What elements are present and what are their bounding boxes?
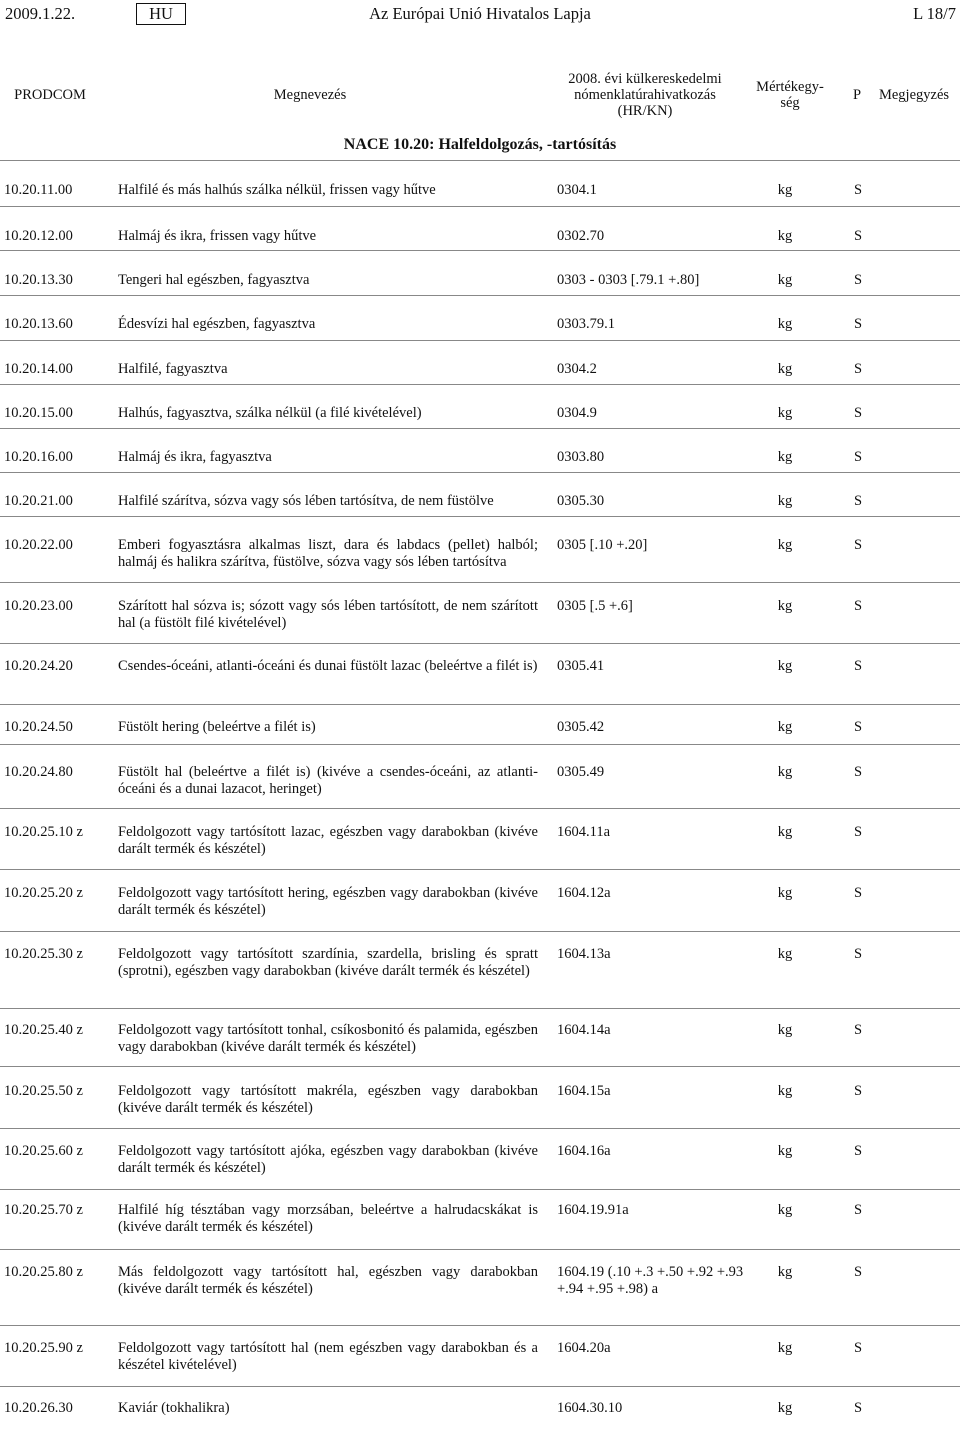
row-divider (0, 206, 960, 207)
cn-reference: 1604.14a (557, 1022, 611, 1038)
unit-cell: kg (777, 537, 793, 553)
unit-cell: kg (777, 1264, 793, 1280)
column-header-cn (545, 71, 745, 119)
page-number: L 18/7 (913, 4, 956, 23)
column-header-unit-line1: Mértékegy- (756, 79, 824, 95)
language-box: HU (136, 3, 186, 25)
p-cell: S (853, 272, 863, 288)
p-cell: S (853, 719, 863, 735)
product-name: Csendes-óceáni, atlanti-óceáni és dunai füstölt lazac (beleértve a filét is) (118, 658, 538, 674)
cn-reference: 1604.13a (557, 946, 611, 962)
product-name: Feldolgozott vagy tartósított lazac, egészben vagy darabokban (kivéve darált termék és készétel) (118, 824, 538, 857)
cn-reference: 0302.70 (557, 228, 605, 244)
p-cell: S (853, 885, 863, 901)
product-name: Feldolgozott vagy tartósított szardínia, szardella, brisling és spratt (sprotni), egészben vagy darabokban (kivéve darált termék és készétel) (118, 946, 538, 979)
product-name: Füstölt hal (beleértve a filét is) (kivéve a csendes-óceáni, az atlanti-óceáni és a dunai lazacot, heringet) (118, 764, 538, 797)
p-cell: S (853, 658, 863, 674)
product-name: Halmáj és ikra, fagyasztva (118, 449, 272, 465)
product-name: Halfilé, fagyasztva (118, 361, 228, 377)
row-divider (0, 1325, 960, 1326)
unit-cell: kg (777, 272, 793, 288)
p-cell: S (853, 764, 863, 780)
unit-cell: kg (777, 764, 793, 780)
row-divider (0, 1189, 960, 1190)
column-header-cn-line2: nómenklatúrahivatkozás (574, 87, 716, 103)
product-name: Füstölt hering (beleértve a filét is) (118, 719, 316, 735)
cn-reference: 0305.49 (557, 764, 605, 780)
prodcom-code: 10.20.12.00 (4, 228, 73, 244)
product-name: Más feldolgozott vagy tartósított hal, egészben vagy darabokban (kivéve darált termék és készétel) (118, 1264, 538, 1297)
cn-reference: 1604.20a (557, 1340, 611, 1356)
unit-cell: kg (777, 719, 793, 735)
column-header-unit-line2: ség (780, 95, 800, 111)
p-cell: S (853, 405, 863, 421)
column-header-unit (745, 79, 835, 111)
product-name: Halhús, fagyasztva, szálka nélkül (a filé kivételével) (118, 405, 422, 421)
column-header-name: Megnevezés (273, 87, 347, 103)
product-name: Kaviár (tokhalikra) (118, 1400, 230, 1416)
row-divider (0, 516, 960, 517)
unit-cell: kg (777, 228, 793, 244)
p-cell: S (853, 1022, 863, 1038)
row-divider (0, 704, 960, 705)
p-cell: S (853, 1143, 863, 1159)
unit-cell: kg (777, 361, 793, 377)
cn-reference: 0304.9 (557, 405, 597, 421)
page-header (0, 0, 960, 30)
p-cell: S (853, 824, 863, 840)
product-name: Édesvízi hal egészben, fagyasztva (118, 316, 316, 332)
product-name: Halmáj és ikra, frissen vagy hűtve (118, 228, 317, 244)
column-header-p: P (852, 87, 862, 103)
prodcom-code: 10.20.26.30 (4, 1400, 73, 1416)
cn-reference: 1604.12a (557, 885, 611, 901)
cn-reference: 0304.1 (557, 182, 597, 198)
row-divider (0, 808, 960, 809)
p-cell: S (853, 1083, 863, 1099)
row-divider (0, 931, 960, 932)
p-cell: S (853, 449, 863, 465)
unit-cell: kg (777, 1083, 793, 1099)
cn-reference: 0304.2 (557, 361, 597, 377)
prodcom-code: 10.20.25.40 z (4, 1022, 83, 1038)
section-title: NACE 10.20: Halfeldolgozás, -tartósítás (343, 136, 617, 153)
product-name: Szárított hal sózva is; sózott vagy sós lében tartósított, de nem szárított hal (a füstölt filé kivételével) (118, 598, 538, 631)
prodcom-code: 10.20.24.80 (4, 764, 73, 780)
prodcom-code: 10.20.21.00 (4, 493, 73, 509)
prodcom-code: 10.20.25.60 z (4, 1143, 83, 1159)
prodcom-code: 10.20.14.00 (4, 361, 73, 377)
p-cell: S (853, 316, 863, 332)
product-name: Emberi fogyasztásra alkalmas liszt, dara és labdacs (pellet) halból; halmáj és halikra szárítva, füstölve, sózva vagy sós lében tartósítva (118, 537, 538, 570)
unit-cell: kg (777, 1202, 793, 1218)
column-header-cn-line3: (HR/KN) (617, 103, 673, 119)
product-name: Tengeri hal egészben, fagyasztva (118, 272, 310, 288)
p-cell: S (853, 1400, 863, 1416)
product-name: Feldolgozott vagy tartósított hal (nem egészben vagy darabokban és a készétel kivételével) (118, 1340, 538, 1373)
unit-cell: kg (777, 1143, 793, 1159)
cn-reference: 1604.15a (557, 1083, 611, 1099)
product-name: Feldolgozott vagy tartósított hering, egészben vagy darabokban (kivéve darált termék és készétel) (118, 885, 538, 918)
column-header-prodcom: PRODCOM (14, 87, 86, 103)
p-cell: S (853, 493, 863, 509)
prodcom-code: 10.20.25.30 z (4, 946, 83, 962)
row-divider (0, 1249, 960, 1250)
unit-cell: kg (777, 1022, 793, 1038)
cn-reference: 1604.30.10 (557, 1400, 623, 1416)
product-name: Halfilé híg tésztában vagy morzsában, beleértve a halrudacskákat is (kivéve darált termék és készétel) (118, 1202, 538, 1235)
cn-reference: 0305 [.10 +.20] (557, 537, 648, 553)
row-divider (0, 1066, 960, 1067)
row-divider (0, 1008, 960, 1009)
cn-reference: 0303.79.1 (557, 316, 615, 332)
unit-cell: kg (777, 182, 793, 198)
cn-reference: 1604.16a (557, 1143, 611, 1159)
row-divider (0, 1128, 960, 1129)
p-cell: S (853, 1340, 863, 1356)
cn-reference: 0305.42 (557, 719, 605, 735)
p-cell: S (853, 946, 863, 962)
unit-cell: kg (777, 493, 793, 509)
p-cell: S (853, 537, 863, 553)
journal-date: 2009.1.22. (5, 4, 76, 23)
prodcom-code: 10.20.25.90 z (4, 1340, 83, 1356)
prodcom-code: 10.20.13.60 (4, 316, 73, 332)
unit-cell: kg (777, 1400, 793, 1416)
prodcom-code: 10.20.25.20 z (4, 885, 83, 901)
header-divider (0, 160, 960, 161)
column-header-note: Megjegyzés (878, 87, 950, 103)
prodcom-code: 10.20.11.00 (4, 182, 73, 198)
column-header-cn-line1: 2008. évi külkereskedelmi (568, 71, 722, 87)
prodcom-code: 10.20.25.70 z (4, 1202, 83, 1218)
row-divider (0, 643, 960, 644)
p-cell: S (853, 1202, 863, 1218)
product-name: Feldolgozott vagy tartósított makréla, egészben vagy darabokban (kivéve darált termék és készétel) (118, 1083, 538, 1116)
prodcom-code: 10.20.25.80 z (4, 1264, 83, 1280)
row-divider (0, 744, 960, 745)
p-cell: S (853, 228, 863, 244)
prodcom-code: 10.20.16.00 (4, 449, 73, 465)
unit-cell: kg (777, 885, 793, 901)
prodcom-code: 10.20.15.00 (4, 405, 73, 421)
unit-cell: kg (777, 316, 793, 332)
cn-reference: 0305 [.5 +.6] (557, 598, 633, 614)
unit-cell: kg (777, 598, 793, 614)
row-divider (0, 472, 960, 473)
unit-cell: kg (777, 449, 793, 465)
product-name: Halfilé és más halhús szálka nélkül, frissen vagy hűtve (118, 182, 436, 198)
row-divider (0, 1386, 960, 1387)
unit-cell: kg (777, 658, 793, 674)
prodcom-code: 10.20.25.10 z (4, 824, 83, 840)
row-divider (0, 428, 960, 429)
unit-cell: kg (777, 1340, 793, 1356)
journal-title: Az Európai Unió Hivatalos Lapja (369, 4, 591, 23)
cn-reference: 0303 - 0303 [.79.1 +.80] (557, 272, 700, 288)
unit-cell: kg (777, 405, 793, 421)
p-cell: S (853, 1264, 863, 1280)
unit-cell: kg (777, 946, 793, 962)
cn-reference: 1604.19 (.10 +.3 +.50 +.92 +.93 +.94 +.95 +.98) a (557, 1264, 744, 1297)
row-divider (0, 582, 960, 583)
cn-reference: 1604.11a (557, 824, 611, 840)
row-divider (0, 250, 960, 251)
prodcom-code: 10.20.24.20 (4, 658, 73, 674)
prodcom-code: 10.20.13.30 (4, 272, 73, 288)
table-column-headers (0, 60, 960, 135)
prodcom-code: 10.20.22.00 (4, 537, 73, 553)
row-divider (0, 340, 960, 341)
row-divider (0, 384, 960, 385)
row-divider (0, 295, 960, 296)
cn-reference: 0305.30 (557, 493, 605, 509)
prodcom-code: 10.20.25.50 z (4, 1083, 83, 1099)
p-cell: S (853, 182, 863, 198)
product-name: Feldolgozott vagy tartósított ajóka, egészben vagy darabokban (kivéve darált termék és készétel) (118, 1143, 538, 1176)
cn-reference: 1604.19.91a (557, 1202, 629, 1218)
cn-reference: 0305.41 (557, 658, 605, 674)
row-divider (0, 869, 960, 870)
prodcom-code: 10.20.24.50 (4, 719, 73, 735)
product-name: Feldolgozott vagy tartósított tonhal, csíkosbonitó és palamida, egészben vagy darabokban (kivéve darált termék és készétel) (118, 1022, 538, 1055)
prodcom-code: 10.20.23.00 (4, 598, 73, 614)
p-cell: S (853, 598, 863, 614)
p-cell: S (853, 361, 863, 377)
product-name: Halfilé szárítva, sózva vagy sós lében tartósítva, de nem füstölve (118, 493, 494, 509)
unit-cell: kg (777, 824, 793, 840)
cn-reference: 0303.80 (557, 449, 605, 465)
